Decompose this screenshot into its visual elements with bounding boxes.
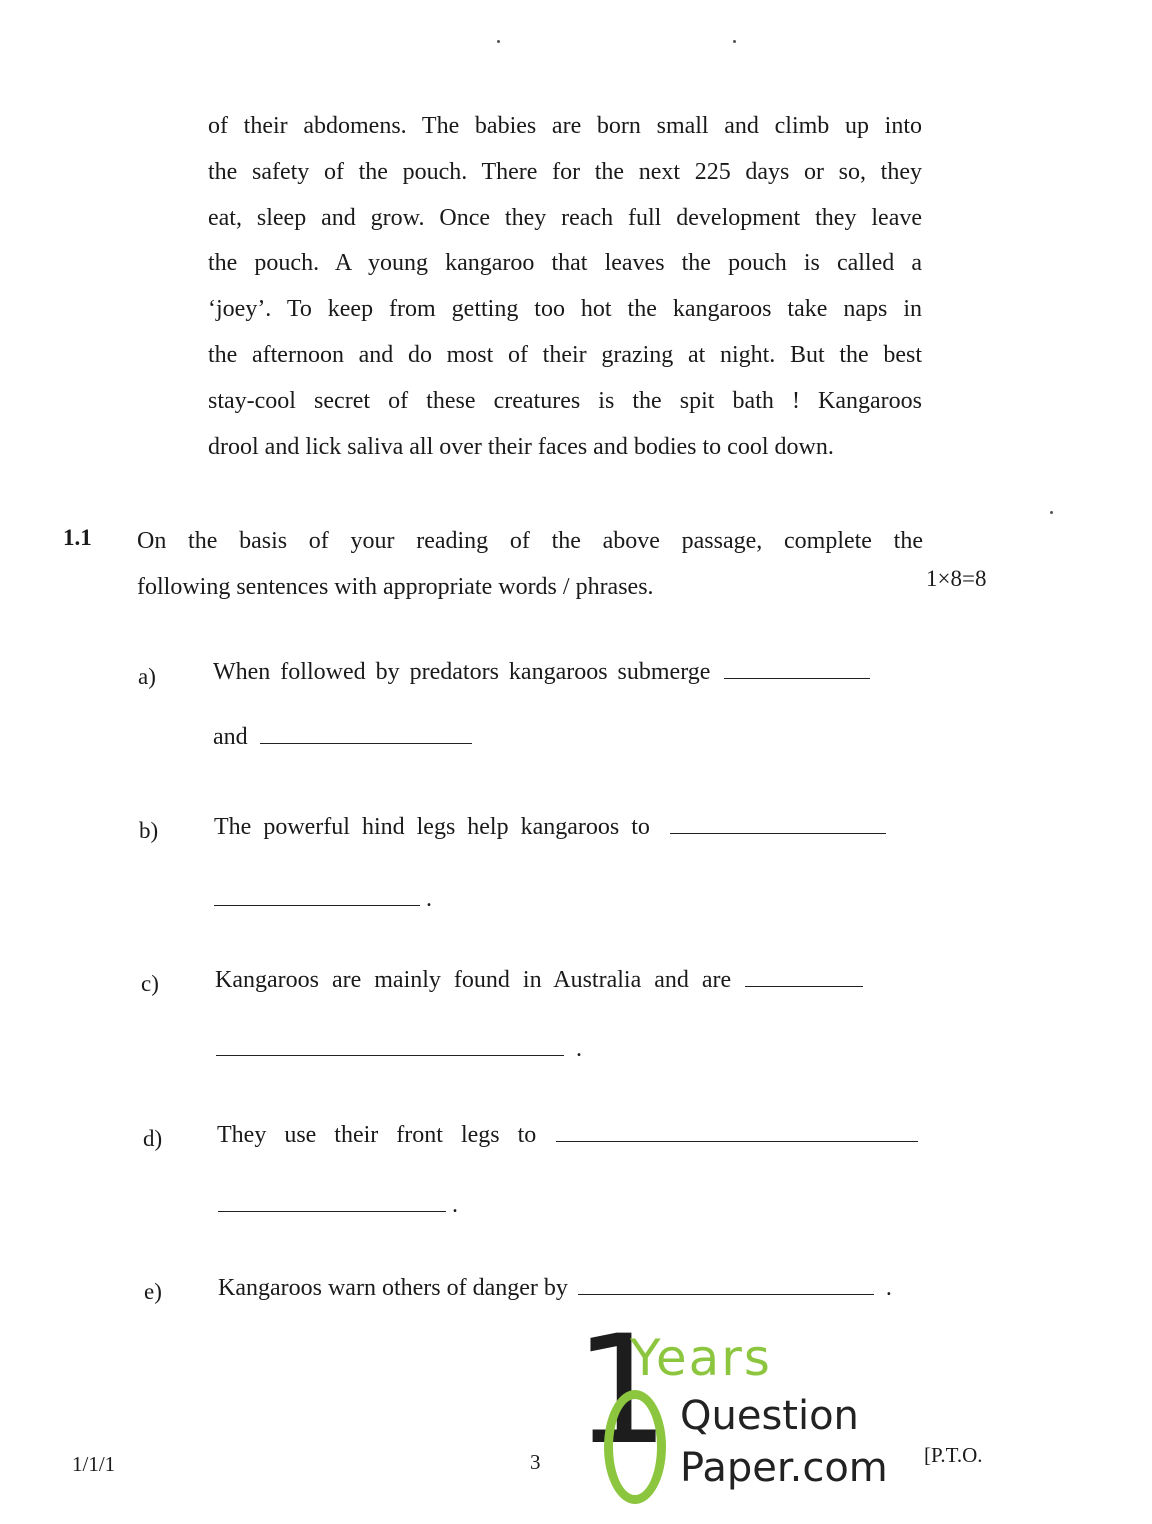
item-letter-e: e)	[144, 1279, 162, 1304]
answer-blank[interactable]	[218, 1191, 446, 1212]
answer-blank[interactable]	[556, 1121, 918, 1142]
item-c-text: Kangaroos are mainly found in Australia and are	[215, 967, 732, 993]
paper-code: 1/1/1	[72, 1452, 116, 1476]
item-a-text: When followed by predators kangaroos submerge	[213, 659, 711, 685]
answer-blank[interactable]	[670, 813, 886, 834]
answer-blank[interactable]	[724, 658, 870, 679]
passage-line: ‘joey’. To keep from getting too hot the kangaroos take naps in	[208, 296, 922, 323]
instruction-line: following sentences with appropriate words / phrases.	[137, 574, 654, 600]
passage-line: the pouch. A young kangaroo that leaves the pouch is called a	[208, 250, 922, 277]
item-e-text: Kangaroos warn others of danger by	[218, 1275, 568, 1301]
passage-line: eat, sleep and grow. Once they reach full development they leave	[208, 204, 922, 231]
answer-blank[interactable]	[216, 1035, 564, 1056]
answer-blank[interactable]	[260, 723, 472, 744]
item-d-end: .	[452, 1192, 458, 1218]
passage-line: the safety of the pouch. There for the next 225 days or so, they	[208, 158, 922, 185]
item-letter-b: b)	[139, 818, 159, 843]
item-d-text: They use their front legs to	[217, 1122, 537, 1148]
item-letter-a: a)	[138, 664, 156, 689]
scan-speck	[1050, 511, 1053, 514]
passage-line: stay-cool secret of these creatures is the spit bath ! Kangaroos	[208, 387, 922, 414]
watermark-logo	[568, 1304, 908, 1518]
show-through-text	[320, 630, 326, 656]
item-e	[218, 1274, 930, 1302]
passage-line: of their abdomens. The babies are born small and climb up into	[208, 113, 922, 139]
answer-blank[interactable]	[578, 1274, 874, 1295]
item-letter-c: c)	[141, 971, 159, 996]
logo-digit-zero	[604, 1390, 666, 1504]
item-e-end: .	[885, 1275, 892, 1301]
passage-line: drool and lick saliva all over their faces and bodies to cool down.	[208, 433, 834, 460]
item-a	[213, 658, 925, 686]
marks-allocation: 1×8=8	[926, 566, 987, 591]
item-c-end: .	[576, 1036, 582, 1062]
answer-blank[interactable]	[214, 885, 420, 906]
scan-speck	[733, 40, 736, 43]
item-b	[214, 813, 926, 841]
instruction-line: On the basis of your reading of the above passage, complete the	[137, 528, 923, 554]
item-a-and: and	[213, 724, 248, 750]
item-b-text: The powerful hind legs help kangaroos to	[214, 814, 650, 840]
page-number: 3	[530, 1450, 541, 1474]
item-b-end: .	[426, 886, 432, 912]
reading-passage	[208, 104, 922, 470]
please-turn-over: [P.T.O.	[924, 1443, 983, 1467]
logo-paper: Paper.com	[680, 1445, 888, 1491]
answer-blank[interactable]	[745, 966, 863, 987]
logo-question: Question	[680, 1393, 859, 1439]
item-d-continuation	[218, 1191, 458, 1219]
scan-speck	[497, 40, 500, 43]
passage-line: the afternoon and do most of their grazing at night. But the best	[208, 341, 922, 368]
item-c	[215, 966, 927, 994]
item-d	[217, 1121, 929, 1149]
item-b-continuation	[214, 885, 432, 913]
item-a-continuation	[213, 723, 472, 751]
logo-digit-one: 1	[574, 1304, 670, 1478]
item-letter-d: d)	[143, 1126, 163, 1151]
question-instruction	[137, 518, 923, 610]
item-c-continuation	[216, 1035, 582, 1063]
logo-years: Years	[630, 1329, 772, 1387]
question-number: 1.1	[63, 525, 92, 550]
